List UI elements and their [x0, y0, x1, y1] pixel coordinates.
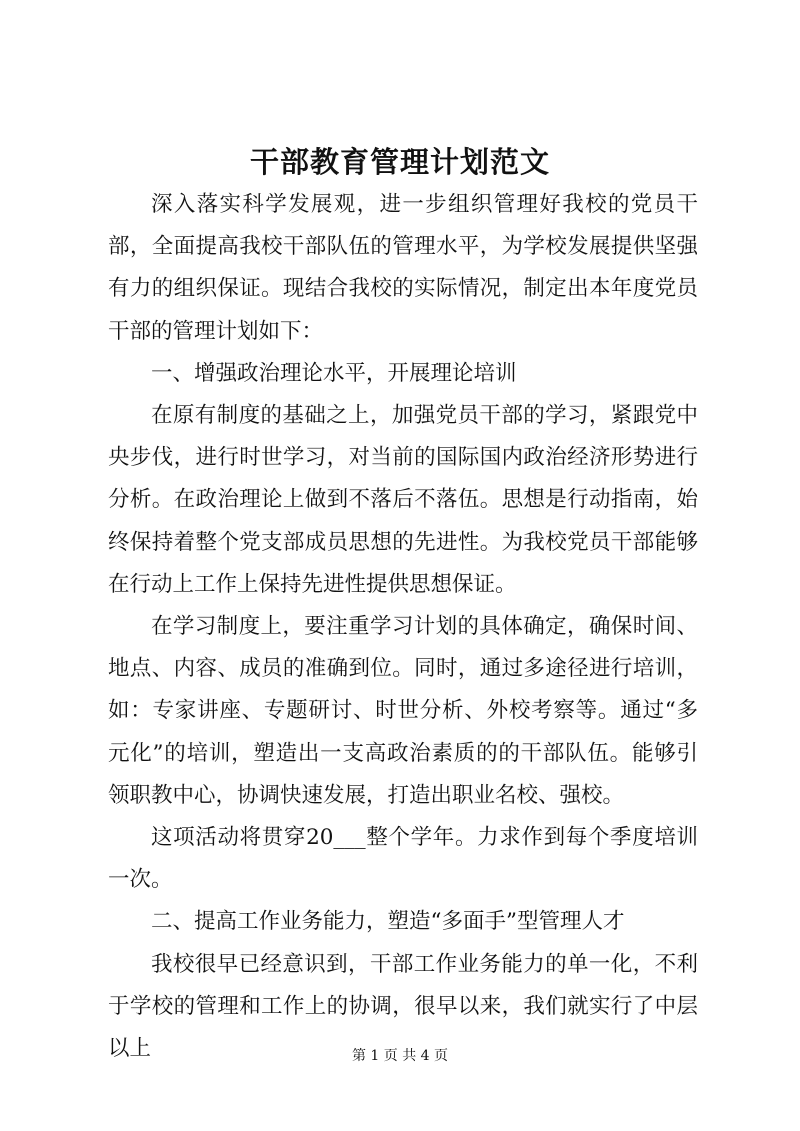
- section-heading-1: 一、增强政治理论水平，开展理论培训: [151, 360, 517, 386]
- section-heading-2: 二、提高工作业务能力，塑造“多面手”型管理人才: [151, 909, 625, 935]
- paragraph-section1-c: 这项活动将贯穿20___整个学年。力求作到每个季度培训一次。: [108, 825, 698, 893]
- document-body: [108, 184, 698, 1070]
- paragraph-section1-a: 在原有制度的基础之上，加强党员干部的学习，紧跟党中央步伐，进行时世学习，对当前的国际国内政治经济形势进行分析。在政治理论上做到不落后不落伍。思想是行动指南，始终保持着整个党支部成员思想的先进性。为我校党员干部能够在行动上工作上保持先进性提供思想保证。: [108, 403, 698, 597]
- paragraph-section1-b: 在学习制度上，要注重学习计划的具体确定，确保时间、地点、内容、成员的准确到位。同时，通过多途径进行培训，如：专家讲座、专题研讨、时世分析、外校考察等。通过“多元化”的培训，塑造出一支高政治素质的的干部队伍。能够引领职教中心，协调快速发展，打造出职业名校、强校。: [108, 614, 698, 808]
- paragraph-intro: 深入落实科学发展观，进一步组织管理好我校的党员干部，全面提高我校干部队伍的管理水平，为学校发展提供坚强有力的组织保证。现结合我校的实际情况，制定出本年度党员干部的管理计划如下：: [108, 192, 698, 344]
- document-title: 干部教育管理计划范文: [249, 145, 550, 179]
- paragraph-section2-a: 我校很早已经意识到，干部工作业务能力的单一化，不利于学校的管理和工作上的协调，很早以来，我们就实行了中层以上: [108, 951, 698, 1062]
- page-footer: 第 1 页 共 4 页: [351, 1048, 449, 1064]
